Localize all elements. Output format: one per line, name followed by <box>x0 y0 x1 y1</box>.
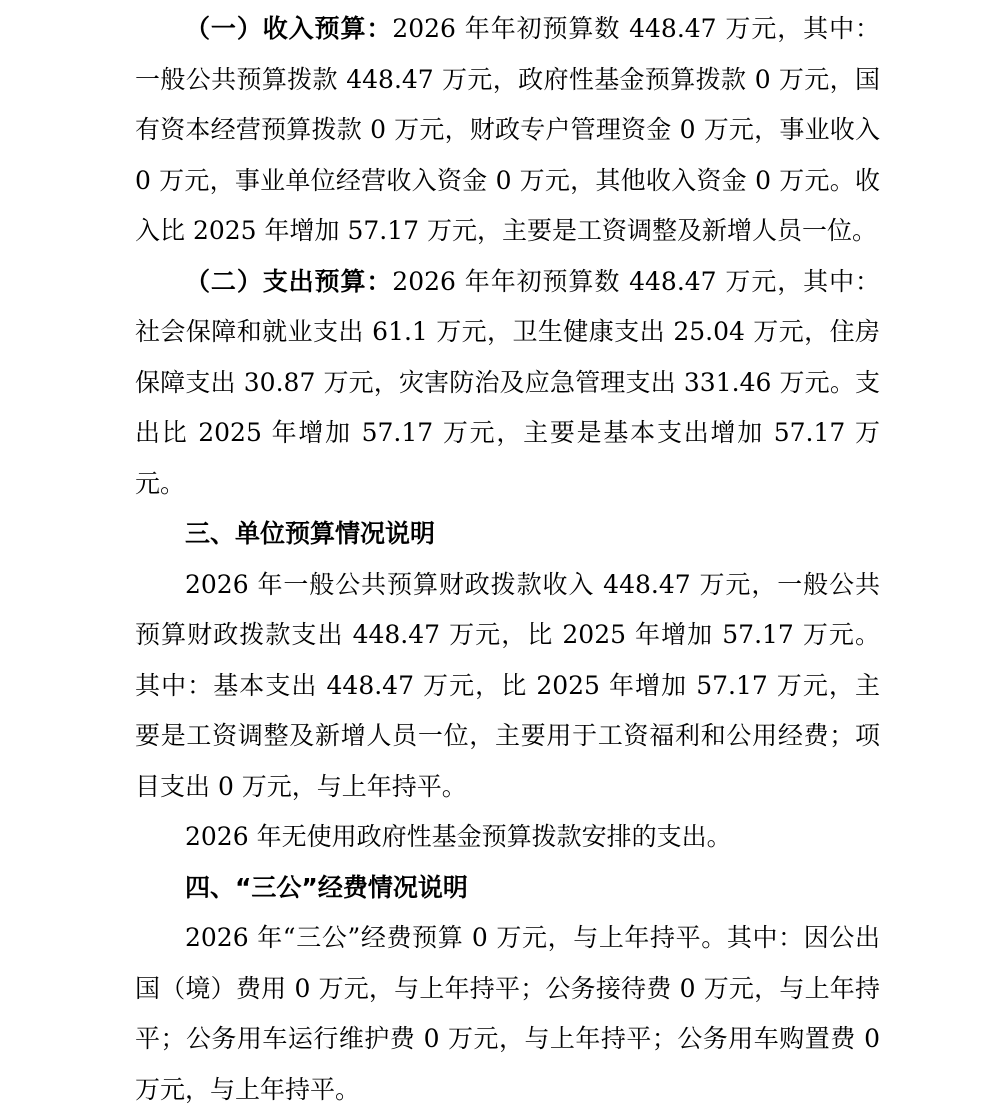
income-budget-paragraph <box>135 4 880 257</box>
section-4-paragraph-1: 2026 年“三公”经费预算 0 万元，与上年持平。其中：因公出国（境）费用 0 万元，与上年持平；公务接待费 0 万元，与上年持平；公务用车运行维护费 0 万元，与上年持平；公务用车购置费 0 万元，与上年持平。 <box>135 923 880 1104</box>
section-3-paragraph-1: 2026 年一般公共预算财政拨款收入 448.47 万元，一般公共预算财政拨款支出 448.47 万元，比 2025 年增加 57.17 万元。其中：基本支出 448.47 万元，比 2025 年增加 57.17 万元，主要是工资调整及新增人员一位，主要用于工资福利和公用经费；项目支出 0 万元，与上年持平。 <box>135 569 880 801</box>
document-body <box>135 4 880 1115</box>
income-budget-text: 2026 年年初预算数 448.47 万元，其中：一般公共预算拨款 448.47 万元，政府性基金预算拨款 0 万元，国有资本经营预算拨款 0 万元，财政专户管理资金 0 万元，事业收入 0 万元，事业单位经营收入资金 0 万元，其他收入资金 0 万元。收入比 2025 年增加 57.17 万元，主要是工资调整及新增人员一位。 <box>135 14 880 245</box>
expenditure-budget-heading: （二）支出预算： <box>185 266 393 296</box>
expenditure-budget-paragraph <box>135 257 880 510</box>
section-3-title: 三、单位预算情况说明 <box>185 519 436 548</box>
expenditure-budget-text: 2026 年年初预算数 448.47 万元，其中：社会保障和就业支出 61.1 万元，卫生健康支出 25.04 万元，住房保障支出 30.87 万元，灾害防治及应急管理支出 331.46 万元。支出比 2025 年增加 57.17 万元，主要是基本支出增加 57.17 万元。 <box>135 266 880 498</box>
section-4-title: 四、“三公”经费情况说明 <box>185 872 468 902</box>
income-budget-heading: （一）收入预算： <box>185 14 393 43</box>
section-3-paragraph-2: 2026 年无使用政府性基金预算拨款安排的支出。 <box>185 822 732 851</box>
